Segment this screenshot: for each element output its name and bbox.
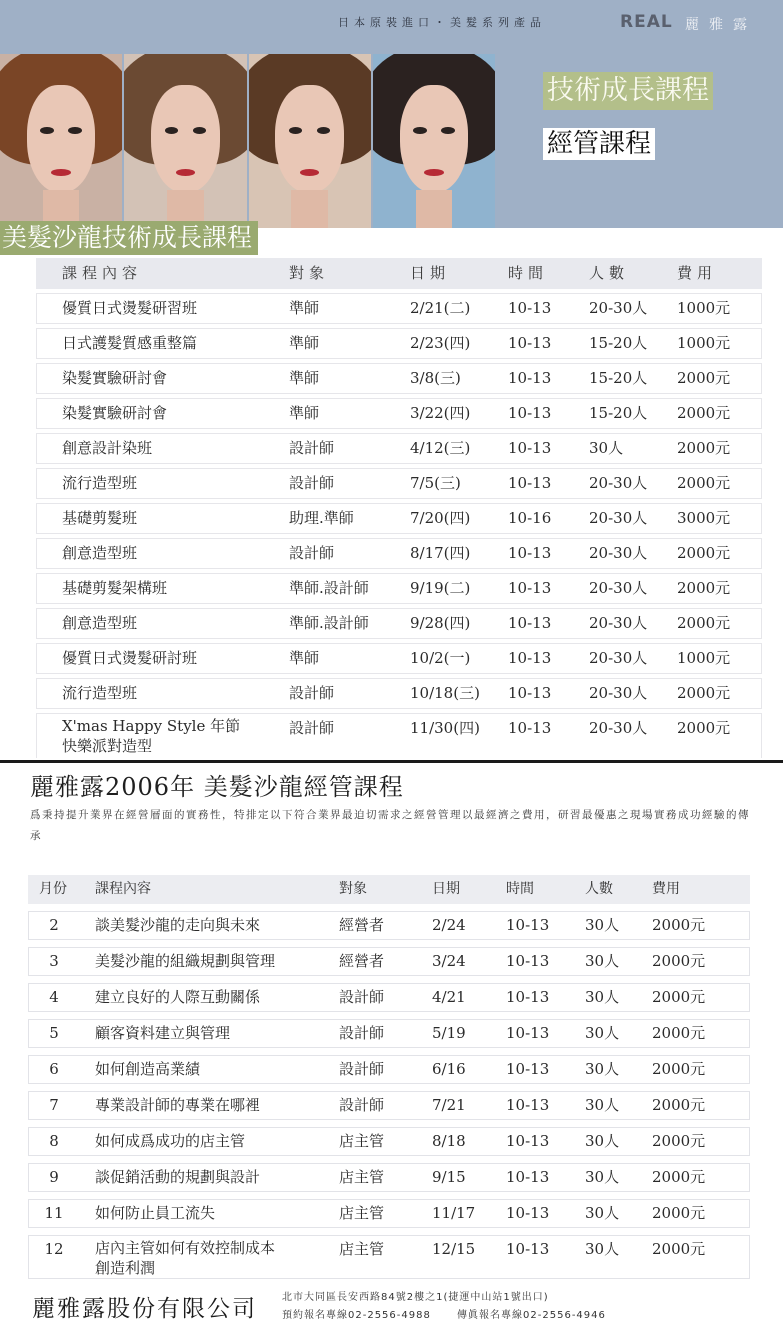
column-header: 人數 [585,881,613,897]
date: 9/28(四) [410,614,471,632]
month: 11 [44,1204,64,1222]
audience: 設計師 [289,544,335,562]
time: 10-13 [506,1132,550,1150]
fee: 2000元 [677,614,731,632]
table-row [36,503,762,534]
date: 2/23(四) [410,334,471,352]
fee: 2000元 [652,1132,706,1150]
people: 20-30人 [589,509,648,527]
fee: 2000元 [677,404,731,422]
fee: 2000元 [652,1168,706,1186]
date: 3/22(四) [410,404,471,422]
course-name: 如何成爲成功的店主管 [95,1132,246,1150]
audience: 準師 [289,369,320,387]
fee: 3000元 [677,509,731,527]
model-photo [124,54,246,228]
table-row [28,1091,750,1120]
column-header: 時間 [506,881,534,897]
course-name: 談促銷活動的規劃與設計 [95,1168,261,1186]
people: 20-30人 [589,579,648,597]
course-name: 染髮實驗研討會 [62,369,168,387]
time: 10-13 [506,1240,550,1258]
audience: 設計師 [339,1060,385,1078]
fee: 1000元 [677,649,731,667]
table-row [36,643,762,674]
audience: 設計師 [339,988,385,1006]
management-course-label: 經管課程 [543,128,655,160]
fee: 2000元 [652,1024,706,1042]
table-row [36,363,762,394]
people: 20-30人 [589,299,648,317]
table-header-row [28,875,750,904]
course-name: 顧客資料建立與管理 [95,1024,231,1042]
fee: 2000元 [652,952,706,970]
audience: 助理.準師 [289,509,354,527]
people: 30人 [585,1168,620,1186]
column-header: 課程內容 [62,264,143,282]
time: 10-13 [508,439,552,457]
people: 30人 [589,439,624,457]
date: 6/16 [432,1060,466,1078]
time: 10-13 [508,299,552,317]
course-name: 優質日式燙髮研討班 [62,649,198,667]
tech-course-label: 技術成長課程 [543,72,713,110]
people: 30人 [585,1132,620,1150]
date: 9/19(二) [410,579,471,597]
fee: 2000元 [652,1204,706,1222]
table-row [36,398,762,429]
contact-phones [282,1306,628,1321]
table-row [28,1127,750,1156]
table-row [28,947,750,976]
table-row [28,1235,750,1279]
month: 3 [49,952,59,970]
table-row [36,468,762,499]
time: 10-13 [508,649,552,667]
fee: 2000元 [677,439,731,457]
audience: 經營者 [339,916,385,934]
course-name: 流行造型班 [62,684,138,702]
month: 8 [49,1132,59,1150]
audience: 設計師 [289,439,335,457]
course-name-line1: 店內主管如何有效控制成本 [95,1239,276,1257]
course-name: 創意造型班 [62,614,138,632]
audience: 設計師 [289,719,335,737]
time: 10-13 [508,404,552,422]
time: 10-13 [506,988,550,1006]
column-header: 時間 [508,264,549,282]
tagline: 日本原裝進口・美髮系列產品 [338,16,546,29]
time: 10-13 [508,544,552,562]
course-name: 如何創造高業績 [95,1060,201,1078]
booking-phone: 預約報名專線02-2556-4988 [282,1310,431,1321]
model-photo [249,54,371,228]
table-row [28,1199,750,1228]
people: 30人 [585,1060,620,1078]
audience: 經營者 [339,952,385,970]
column-header: 對象 [339,881,367,897]
people: 30人 [585,988,620,1006]
people: 30人 [585,916,620,934]
time: 10-13 [508,614,552,632]
table-row [36,293,762,324]
course-name [95,1238,275,1278]
fee: 2000元 [652,1060,706,1078]
course-name: 染髮實驗研討會 [62,404,168,422]
course-name: 創意造型班 [62,544,138,562]
column-header: 對象 [289,264,330,282]
fax-number: 傳眞報名專線02-2556-4946 [457,1310,606,1321]
audience: 準師 [289,404,320,422]
date: 2/21(二) [410,299,471,317]
column-header: 課程內容 [95,881,151,897]
time: 10-13 [508,474,552,492]
fee: 2000元 [677,369,731,387]
time: 10-13 [508,369,552,387]
people: 20-30人 [589,474,648,492]
table-row [28,1019,750,1048]
time: 10-13 [506,952,550,970]
audience: 準師 [289,334,320,352]
date: 8/17(四) [410,544,471,562]
date: 7/20(四) [410,509,471,527]
section1-title: 美髮沙龍技術成長課程 [0,221,258,255]
people: 30人 [585,1096,620,1114]
course-name: 流行造型班 [62,474,138,492]
fee: 2000元 [677,474,731,492]
date: 2/24 [432,916,466,934]
audience: 店主管 [339,1168,385,1186]
brand-logo: REAL [620,12,673,32]
time: 10-16 [508,509,552,527]
table-row [28,911,750,940]
audience: 店主管 [339,1204,385,1222]
people: 20-30人 [589,544,648,562]
audience: 店主管 [339,1240,385,1258]
company-name: 麗雅露股份有限公司 [32,1296,257,1322]
audience: 設計師 [339,1024,385,1042]
course-name: 基礎剪髮班 [62,509,138,527]
table-row [36,608,762,639]
model-photos [0,54,495,228]
course-name: 日式護髮質感重整篇 [62,334,198,352]
people: 15-20人 [589,369,648,387]
column-header: 費用 [677,264,718,282]
time: 10-13 [508,579,552,597]
month: 5 [49,1024,59,1042]
course-name: 創意設計染班 [62,439,153,457]
time: 10-13 [506,1060,550,1078]
time: 10-13 [508,334,552,352]
table-header-row [36,258,762,289]
date: 12/15 [432,1240,476,1258]
time: 10-13 [506,1024,550,1042]
course-name: 談美髮沙龍的走向與未來 [95,916,261,934]
table-row [36,713,762,758]
fee: 2000元 [677,684,731,702]
people: 30人 [585,1204,620,1222]
people: 20-30人 [589,719,648,737]
course-name: 優質日式燙髮研習班 [62,299,198,317]
date: 8/18 [432,1132,466,1150]
model-photo [0,54,122,228]
fee: 2000元 [652,1240,706,1258]
column-header: 人數 [589,264,630,282]
time: 10-13 [508,684,552,702]
people: 30人 [585,1024,620,1042]
course-name: 美髮沙龍的組織規劃與管理 [95,952,276,970]
section-divider [0,760,783,763]
table-row [28,1163,750,1192]
table-row [36,573,762,604]
course-name-line2: 快樂派對造型 [62,737,153,755]
column-header: 月份 [39,881,67,897]
column-header: 日期 [410,264,451,282]
date: 10/18(三) [410,684,480,702]
audience: 準師 [289,299,320,317]
time: 10-13 [506,916,550,934]
month: 7 [49,1096,59,1114]
date: 11/30(四) [410,719,480,737]
month: 4 [49,988,59,1006]
fee: 2000元 [652,1096,706,1114]
people: 15-20人 [589,404,648,422]
date: 11/17 [432,1204,476,1222]
audience: 設計師 [339,1096,385,1114]
header-banner [0,0,783,228]
company-address: 北市大同區長安西路84號2樓之1(捷運中山站1號出口) [282,1292,549,1303]
people: 20-30人 [589,649,648,667]
date: 4/21 [432,988,466,1006]
date: 7/21 [432,1096,466,1114]
fee: 2000元 [677,579,731,597]
date: 4/12(三) [410,439,471,457]
people: 30人 [585,952,620,970]
fee: 1000元 [677,334,731,352]
month: 6 [49,1060,59,1078]
table-row [28,1055,750,1084]
month: 12 [44,1240,64,1258]
course-name: 基礎剪髮架構班 [62,579,168,597]
table-row [36,538,762,569]
column-header: 費用 [652,881,680,897]
audience: 準師.設計師 [289,579,369,597]
table-row [36,678,762,709]
fee: 2000元 [677,544,731,562]
audience: 設計師 [289,474,335,492]
course-name: 建立良好的人際互動關係 [95,988,261,1006]
audience: 設計師 [289,684,335,702]
people: 20-30人 [589,684,648,702]
brand-name-zh: 麗雅露 [685,17,757,33]
date: 5/19 [432,1024,466,1042]
time: 10-13 [506,1096,550,1114]
date: 3/8(三) [410,369,461,387]
audience: 店主管 [339,1132,385,1150]
date: 7/5(三) [410,474,461,492]
column-header: 日期 [432,881,460,897]
date: 3/24 [432,952,466,970]
time: 10-13 [506,1204,550,1222]
section2-title: 麗雅露2006年 美髮沙龍經管課程 [30,773,404,801]
month: 9 [49,1168,59,1186]
table-row [36,328,762,359]
fee: 2000元 [652,916,706,934]
section2-intro: 爲秉持提升業界在經營層面的實務性，特排定以下符合業界最迫切需求之經營管理以最經濟之費用，研習最優惠之現場實務成功經驗的傳承 [30,809,750,842]
date: 9/15 [432,1168,466,1186]
fee: 1000元 [677,299,731,317]
course-name: 如何防止員工流失 [95,1204,216,1222]
model-photo [373,54,495,228]
course-name [62,716,240,756]
course-name-line1: X'mas Happy Style 年節 [62,717,241,735]
fee: 2000元 [677,719,731,737]
date: 10/2(一) [410,649,471,667]
audience: 準師.設計師 [289,614,369,632]
course-name: 專業設計師的專業在哪裡 [95,1096,261,1114]
time: 10-13 [506,1168,550,1186]
month: 2 [49,916,59,934]
people: 15-20人 [589,334,648,352]
time: 10-13 [508,719,552,737]
table-row [36,433,762,464]
course-name-line2: 創造利潤 [95,1259,156,1277]
people: 20-30人 [589,614,648,632]
audience: 準師 [289,649,320,667]
people: 30人 [585,1240,620,1258]
fee: 2000元 [652,988,706,1006]
table-row [28,983,750,1012]
